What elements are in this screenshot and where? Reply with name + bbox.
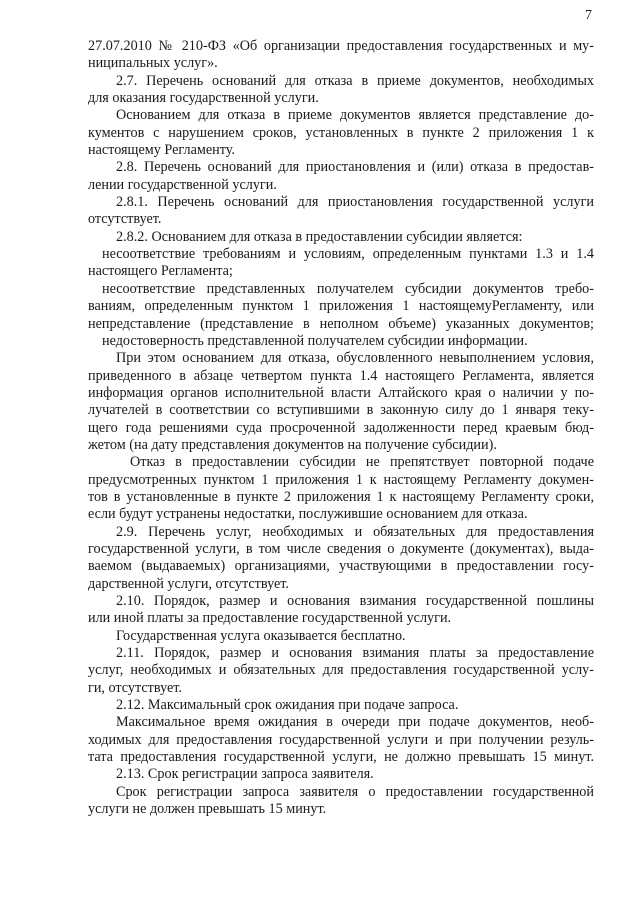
text-line: 2.8. Перечень оснований для приостановления и (или) отказа в предостав- — [116, 159, 594, 176]
text-line: тата предоставления государственной услуги, не должно превышать 15 минут. — [88, 749, 594, 766]
text-line: несоответствие требованиям и условиям, определенным пунктами 1.3 и 1.4 — [102, 246, 594, 263]
text-line: жетом (на дату представления документов на получение субсидии). — [88, 436, 497, 453]
text-line: для оказания государственной услуги. — [88, 90, 319, 107]
text-line: щего года решениями суда просроченной задолженности перед краевым бюд- — [88, 419, 594, 436]
text-line: Государственная услуга оказывается бесплатно. — [116, 627, 406, 644]
text-line: ходимых для предоставления государственной услуги и при получении резуль- — [88, 731, 594, 748]
text-line: недостоверность представленной получателем субсидии информации. — [102, 332, 528, 349]
text-line: услуг, необходимых и обязательных для предоставления государственной услу- — [88, 662, 594, 679]
text-line: 27.07.2010 № 210-ФЗ «Об организации предоставления государственных и му- — [88, 38, 594, 54]
text-line: приведенного в абзаце четвертом пункта 1.4 настоящего Регламента, является — [88, 367, 594, 384]
text-line: лении государственной услуги. — [88, 176, 277, 193]
text-line: непредставление (представление в неполном объеме) указанных документов; — [88, 315, 594, 332]
text-line: отсутствует. — [88, 211, 162, 228]
page-number: 7 — [585, 8, 592, 23]
text-line: государственной услуги, в том числе сведения о документе (документах), выда- — [88, 540, 594, 557]
text-line: кументов с нарушением сроков, установленных в пункте 2 приложения 1 к — [88, 124, 594, 141]
text-line: или иной платы за предоставление государственной услуги. — [88, 610, 452, 627]
text-line: если будут устранены недостатки, послужившие основанием для отказа. — [88, 506, 528, 523]
text-line: Отказ в предоставлении субсидии не препятствует повторной подаче — [130, 454, 594, 471]
text-line: 2.11. Порядок, размер и основания взимания платы за предоставление — [116, 645, 594, 662]
text-line: услуги не должен превышать 15 минут. — [88, 801, 327, 818]
text-line: лучателей в соответствии со вступившими в законную силу до 1 января теку- — [88, 402, 594, 419]
text-line: ниципальных услуг». — [88, 55, 218, 72]
text-line: 2.10. Порядок, размер и основания взимания государственной пошлины — [116, 593, 594, 609]
text-line: Основанием для отказа в приеме документов является представление до- — [116, 107, 594, 124]
text-line: несоответствие представленных получателем субсидии документов требо- — [102, 280, 594, 297]
text-line: Максимальное время ожидания в очереди при подаче документов, необ- — [116, 714, 594, 731]
text-line: 2.9. Перечень услуг, необходимых и обязательных для предоставления — [116, 523, 594, 540]
text-line: Срок регистрации запроса заявителя о предоставлении государственной — [116, 783, 594, 800]
text-line: тов в установленные в пункте 2 приложения 1 к настоящему Регламенту сроки, — [88, 488, 594, 505]
document-body — [88, 38, 594, 818]
text-line: ги, отсутствует. — [88, 679, 182, 696]
text-line: ваемом (выдаваемых) организациями, участвующими в предоставлении госу- — [88, 558, 594, 575]
text-line: информация органов исполнительной власти Алтайского края о наличии у по- — [88, 384, 594, 401]
text-line: дарственной услуги, отсутствует. — [88, 575, 289, 592]
text-line: 2.8.1. Перечень оснований для приостановления государственной услуги — [116, 194, 594, 211]
text-line: 2.8.2. Основанием для отказа в предоставлении субсидии является: — [116, 228, 523, 245]
text-line: При этом основанием для отказа, обусловленного невыполнением условия, — [116, 350, 594, 367]
text-line: настоящему Регламенту. — [88, 142, 235, 159]
text-line: 2.7. Перечень оснований для отказа в приеме документов, необходимых — [116, 72, 594, 89]
text-line: настоящего Регламента; — [88, 263, 233, 280]
text-line: предусмотренных пунктом 1 приложения 1 к настоящему Регламенту докумен- — [88, 471, 594, 488]
text-line: 2.12. Максимальный срок ожидания при подаче запроса. — [116, 697, 459, 714]
text-line: ваниям, определенным пунктом 1 приложения 1 настоящемуРегламенту, или — [88, 298, 594, 315]
text-line: 2.13. Срок регистрации запроса заявителя. — [116, 766, 374, 783]
